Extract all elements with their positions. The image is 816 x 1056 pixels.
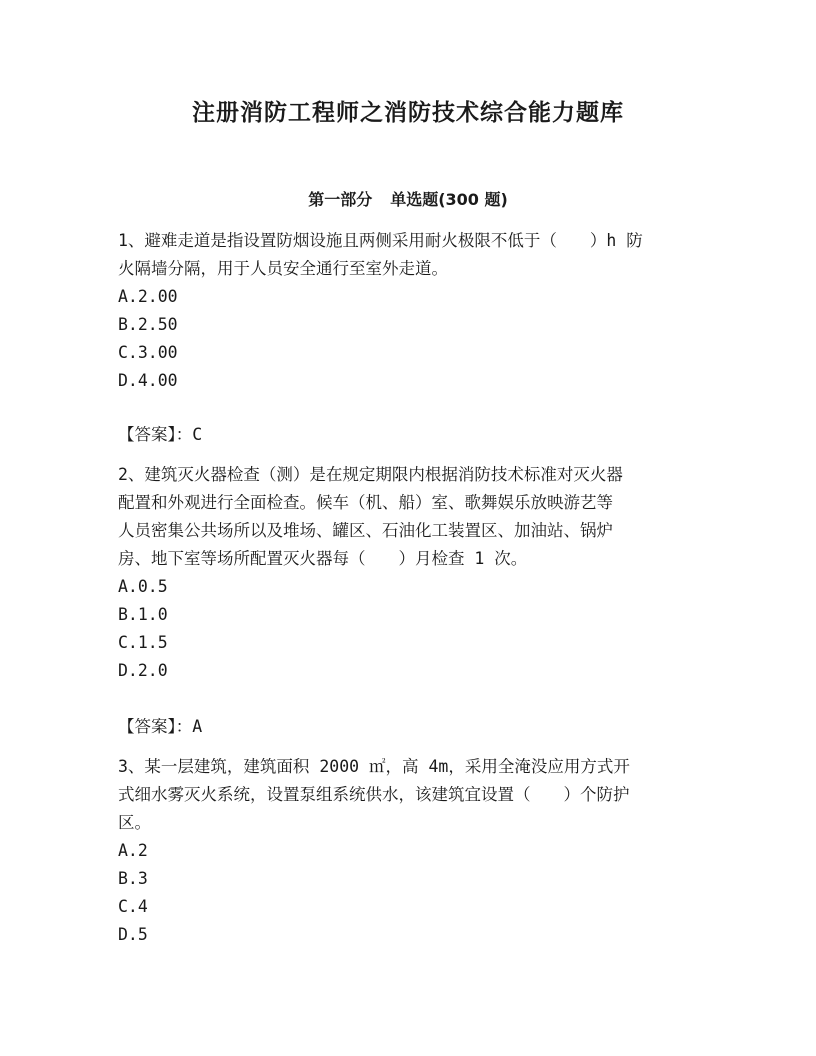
answer-1 — [118, 421, 202, 449]
option-d: D.4.00 — [118, 371, 178, 390]
option-b: B.2.50 — [118, 315, 178, 334]
document-title: 注册消防工程师之消防技术综合能力题库 — [192, 99, 624, 126]
option-d: D.5 — [118, 925, 148, 944]
question-stem-line: 2、建筑灭火器检查（测）是在规定期限内根据消防技术标准对灭火器 — [118, 465, 623, 484]
option-c: C.3.00 — [118, 343, 178, 362]
question-stem-line: 房、地下室等场所配置灭火器每（ ）月检查 1 次。 — [118, 549, 528, 568]
option-c: C.4 — [118, 897, 148, 916]
question-stem-line: 区。 — [118, 813, 151, 832]
question-2 — [118, 461, 698, 685]
question-stem-line: 火隔墙分隔，用于人员安全通行至室外走道。 — [118, 259, 448, 278]
question-1 — [118, 227, 698, 395]
question-stem-line: 3、某一层建筑，建筑面积 2000 ㎡，高 4m，采用全淹没应用方式开 — [118, 757, 630, 776]
option-b: B.3 — [118, 869, 148, 888]
answer-label: 【答案】： — [118, 425, 193, 444]
option-a: A.2.00 — [118, 287, 178, 306]
answer-value: A — [192, 717, 203, 736]
option-d: D.2.0 — [118, 661, 168, 680]
question-stem-line: 1、避难走道是指设置防烟设施且两侧采用耐火极限不低于（ ）h 防 — [118, 231, 643, 250]
answer-2 — [118, 713, 202, 741]
section-part: 第一部分 — [308, 190, 373, 209]
answer-label: 【答案】： — [118, 717, 193, 736]
answer-value: C — [192, 425, 203, 444]
question-stem-line: 式细水雾灭火系统，设置泵组系统供水，该建筑宜设置（ ）个防护 — [118, 785, 630, 804]
question-stem-line: 配置和外观进行全面检查。候车（机、船）室、歌舞娱乐放映游艺等 — [118, 493, 613, 512]
option-c: C.1.5 — [118, 633, 168, 652]
question-3 — [118, 753, 698, 949]
question-stem-line: 人员密集公共场所以及堆场、罐区、石油化工装置区、加油站、锅炉 — [118, 521, 613, 540]
section-type: 单选题(300 题) — [390, 190, 508, 209]
section-heading — [0, 187, 816, 210]
option-a: A.2 — [118, 841, 148, 860]
option-a: A.0.5 — [118, 577, 168, 596]
option-b: B.1.0 — [118, 605, 168, 624]
